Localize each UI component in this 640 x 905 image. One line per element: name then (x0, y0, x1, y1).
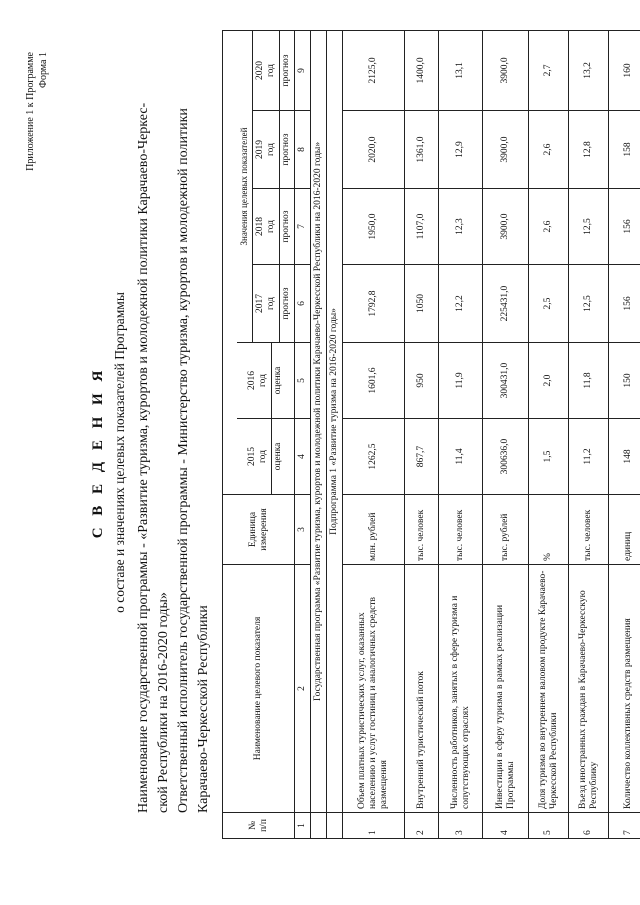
row-value-2020: 3900,0 (483, 30, 529, 110)
year-number: 2018 (255, 217, 265, 236)
row-value-2020: 2,7 (529, 30, 569, 110)
section-row-program (311, 30, 327, 838)
row-value-2016: 300431,0 (483, 343, 529, 419)
header-year-2015 (237, 419, 295, 495)
executor-line-1: Ответственный исполнитель государственной программы - Министерство туризма, курортов и молодежной политики (176, 108, 191, 813)
row-name: Инвестиции в сферу туризма в рамках реализации Программы (483, 565, 529, 813)
row-value-2016: 150 (609, 343, 640, 419)
year-number: 2016 (247, 371, 257, 390)
table-row (439, 30, 483, 838)
colnum-2: 2 (295, 565, 311, 813)
year-word: год (266, 297, 276, 310)
row-value-2016: 11,8 (569, 343, 609, 419)
row-num: 5 (529, 813, 569, 839)
section-num-empty (327, 813, 343, 839)
section-program-title: Государственная программа «Развитие туризма, курортов и молодежной политики Карачаево-Черкесской Республики на 2016-2020 годы» (311, 30, 327, 812)
year-word: год (266, 63, 276, 77)
row-value-2019: 3900,0 (483, 111, 529, 189)
row-value-2018: 156 (609, 189, 640, 265)
year-kind: прогноз (279, 111, 292, 188)
header-unit: Единица измерения (223, 495, 295, 565)
section-subprogram-title: Подпрограмма 1 «Развитие туризма на 2016-2020 годы» (327, 30, 343, 812)
row-num: 4 (483, 813, 529, 839)
year-kind: прогноз (279, 31, 292, 110)
row-name: Численность работников, занятых в сфере туризма и сопутствующих отраслях (439, 565, 483, 813)
row-value-2020: 2125,0 (343, 30, 405, 110)
row-unit: тыс. человек (405, 495, 439, 565)
year-kind: прогноз (279, 265, 292, 342)
row-value-2015: 867,7 (405, 419, 439, 495)
header-year-2017 (253, 265, 295, 343)
row-name: Внутренний туристический поток (405, 565, 439, 813)
year-number: 2017 (255, 294, 265, 313)
row-value-2018: 2,6 (529, 189, 569, 265)
row-value-2020: 13,2 (569, 30, 609, 110)
row-value-2020: 1400,0 (405, 30, 439, 110)
row-value-2017: 2,5 (529, 265, 569, 343)
year-kind: прогноз (279, 189, 292, 264)
row-value-2018: 12,3 (439, 189, 483, 265)
row-value-2017: 1792,8 (343, 265, 405, 343)
form-label: Форма 1 (38, 52, 49, 88)
row-unit: тыс. человек (569, 495, 609, 565)
year-number: 2015 (247, 447, 257, 466)
table-row (483, 30, 529, 838)
row-num: 6 (569, 813, 609, 839)
row-value-2015: 300636,0 (483, 419, 529, 495)
row-value-2016: 1601,6 (343, 343, 405, 419)
table-row (529, 30, 569, 838)
section-row-subprogram (327, 30, 343, 838)
column-number-row (295, 30, 311, 838)
document-title: С В Е Д Е Н И Я (90, 366, 106, 539)
colnum-8: 8 (295, 111, 311, 189)
colnum-6: 6 (295, 265, 311, 343)
table-row (569, 30, 609, 838)
year-number: 2019 (255, 140, 265, 159)
table-row (405, 30, 439, 838)
row-name: Объем платных туристических услуг, оказанных населению и услуг гостиниц и аналогичных средств размещения (343, 565, 405, 813)
row-value-2019: 2020,0 (343, 111, 405, 189)
row-value-2015: 11,4 (439, 419, 483, 495)
header-values-group-spacer (223, 30, 238, 494)
row-value-2017: 156 (609, 265, 640, 343)
row-num: 2 (405, 813, 439, 839)
year-kind: оценка (271, 419, 284, 494)
row-value-2020: 160 (609, 30, 640, 110)
row-num: 3 (439, 813, 483, 839)
section-num-empty (311, 813, 327, 839)
row-value-2015: 148 (609, 419, 640, 495)
row-value-2015: 11,2 (569, 419, 609, 495)
header-values-group: Значения целевых показателей (237, 30, 253, 342)
row-value-2017: 1050 (405, 265, 439, 343)
row-name: Въезд иностранных граждан в Карачаево-Черкесскую Республику (569, 565, 609, 813)
row-num: 7 (609, 813, 640, 839)
row-value-2019: 12,8 (569, 111, 609, 189)
year-word: год (266, 143, 276, 156)
row-value-2016: 2,0 (529, 343, 569, 419)
header-year-2016 (237, 343, 295, 419)
header-year-2020 (253, 30, 295, 110)
colnum-4: 4 (295, 419, 311, 495)
table-row (609, 30, 640, 838)
row-num: 1 (343, 813, 405, 839)
row-name: Доля туризма во внутреннем валовом продукте Карачаево-Черкесской Республики (529, 565, 569, 813)
header-name: Наименование целевого показателя (223, 565, 295, 813)
row-value-2018: 3900,0 (483, 189, 529, 265)
row-value-2019: 1361,0 (405, 111, 439, 189)
year-number: 2020 (255, 60, 265, 80)
colnum-1: 1 (295, 813, 311, 839)
row-value-2020: 13,1 (439, 30, 483, 110)
row-value-2017: 12,5 (569, 265, 609, 343)
appendix-note (24, 52, 50, 171)
row-unit: тыс. рублей (483, 495, 529, 565)
header-num: № п/п (223, 813, 295, 839)
row-unit: % (529, 495, 569, 565)
colnum-5: 5 (295, 343, 311, 419)
indicators-table (222, 30, 640, 839)
row-value-2018: 12,5 (569, 189, 609, 265)
row-value-2017: 225431,0 (483, 265, 529, 343)
row-value-2019: 12,9 (439, 111, 483, 189)
row-value-2016: 11,9 (439, 343, 483, 419)
row-unit: млн. рублей (343, 495, 405, 565)
row-value-2015: 1262,5 (343, 419, 405, 495)
year-word: год (266, 220, 276, 233)
row-name: Количество коллективных средств размещения (609, 565, 640, 813)
header-row-1 (223, 30, 238, 838)
colnum-3: 3 (295, 495, 311, 565)
year-word: год (258, 374, 268, 387)
row-value-2015: 1,5 (529, 419, 569, 495)
colnum-7: 7 (295, 189, 311, 265)
header-year-2018 (253, 189, 295, 265)
appendix-label: Приложение 1 к Программе (25, 52, 36, 171)
row-value-2018: 1950,0 (343, 189, 405, 265)
row-value-2019: 2,6 (529, 111, 569, 189)
program-info (134, 23, 214, 813)
program-name-line-1: Наименование государственной программы - «Развитие туризма, курортов и молодежной политики Карачаево-Черкес- (136, 102, 151, 813)
year-word: год (258, 450, 268, 463)
program-name-line-2: ской Республики на 2016-2020 годы» (156, 592, 171, 813)
row-value-2019: 158 (609, 111, 640, 189)
row-value-2017: 12,2 (439, 265, 483, 343)
executor-line-2: Карачаево-Черкесской Республики (196, 605, 211, 813)
year-kind: оценка (271, 343, 284, 418)
colnum-9: 9 (295, 30, 311, 110)
document-subtitle: о составе и значениях целевых показателей Программы (112, 292, 127, 613)
row-value-2018: 1107,0 (405, 189, 439, 265)
header-year-2019 (253, 111, 295, 189)
row-unit: тыс. человек (439, 495, 483, 565)
row-value-2016: 950 (405, 343, 439, 419)
row-unit: единиц (609, 495, 640, 565)
table-row (343, 30, 405, 838)
